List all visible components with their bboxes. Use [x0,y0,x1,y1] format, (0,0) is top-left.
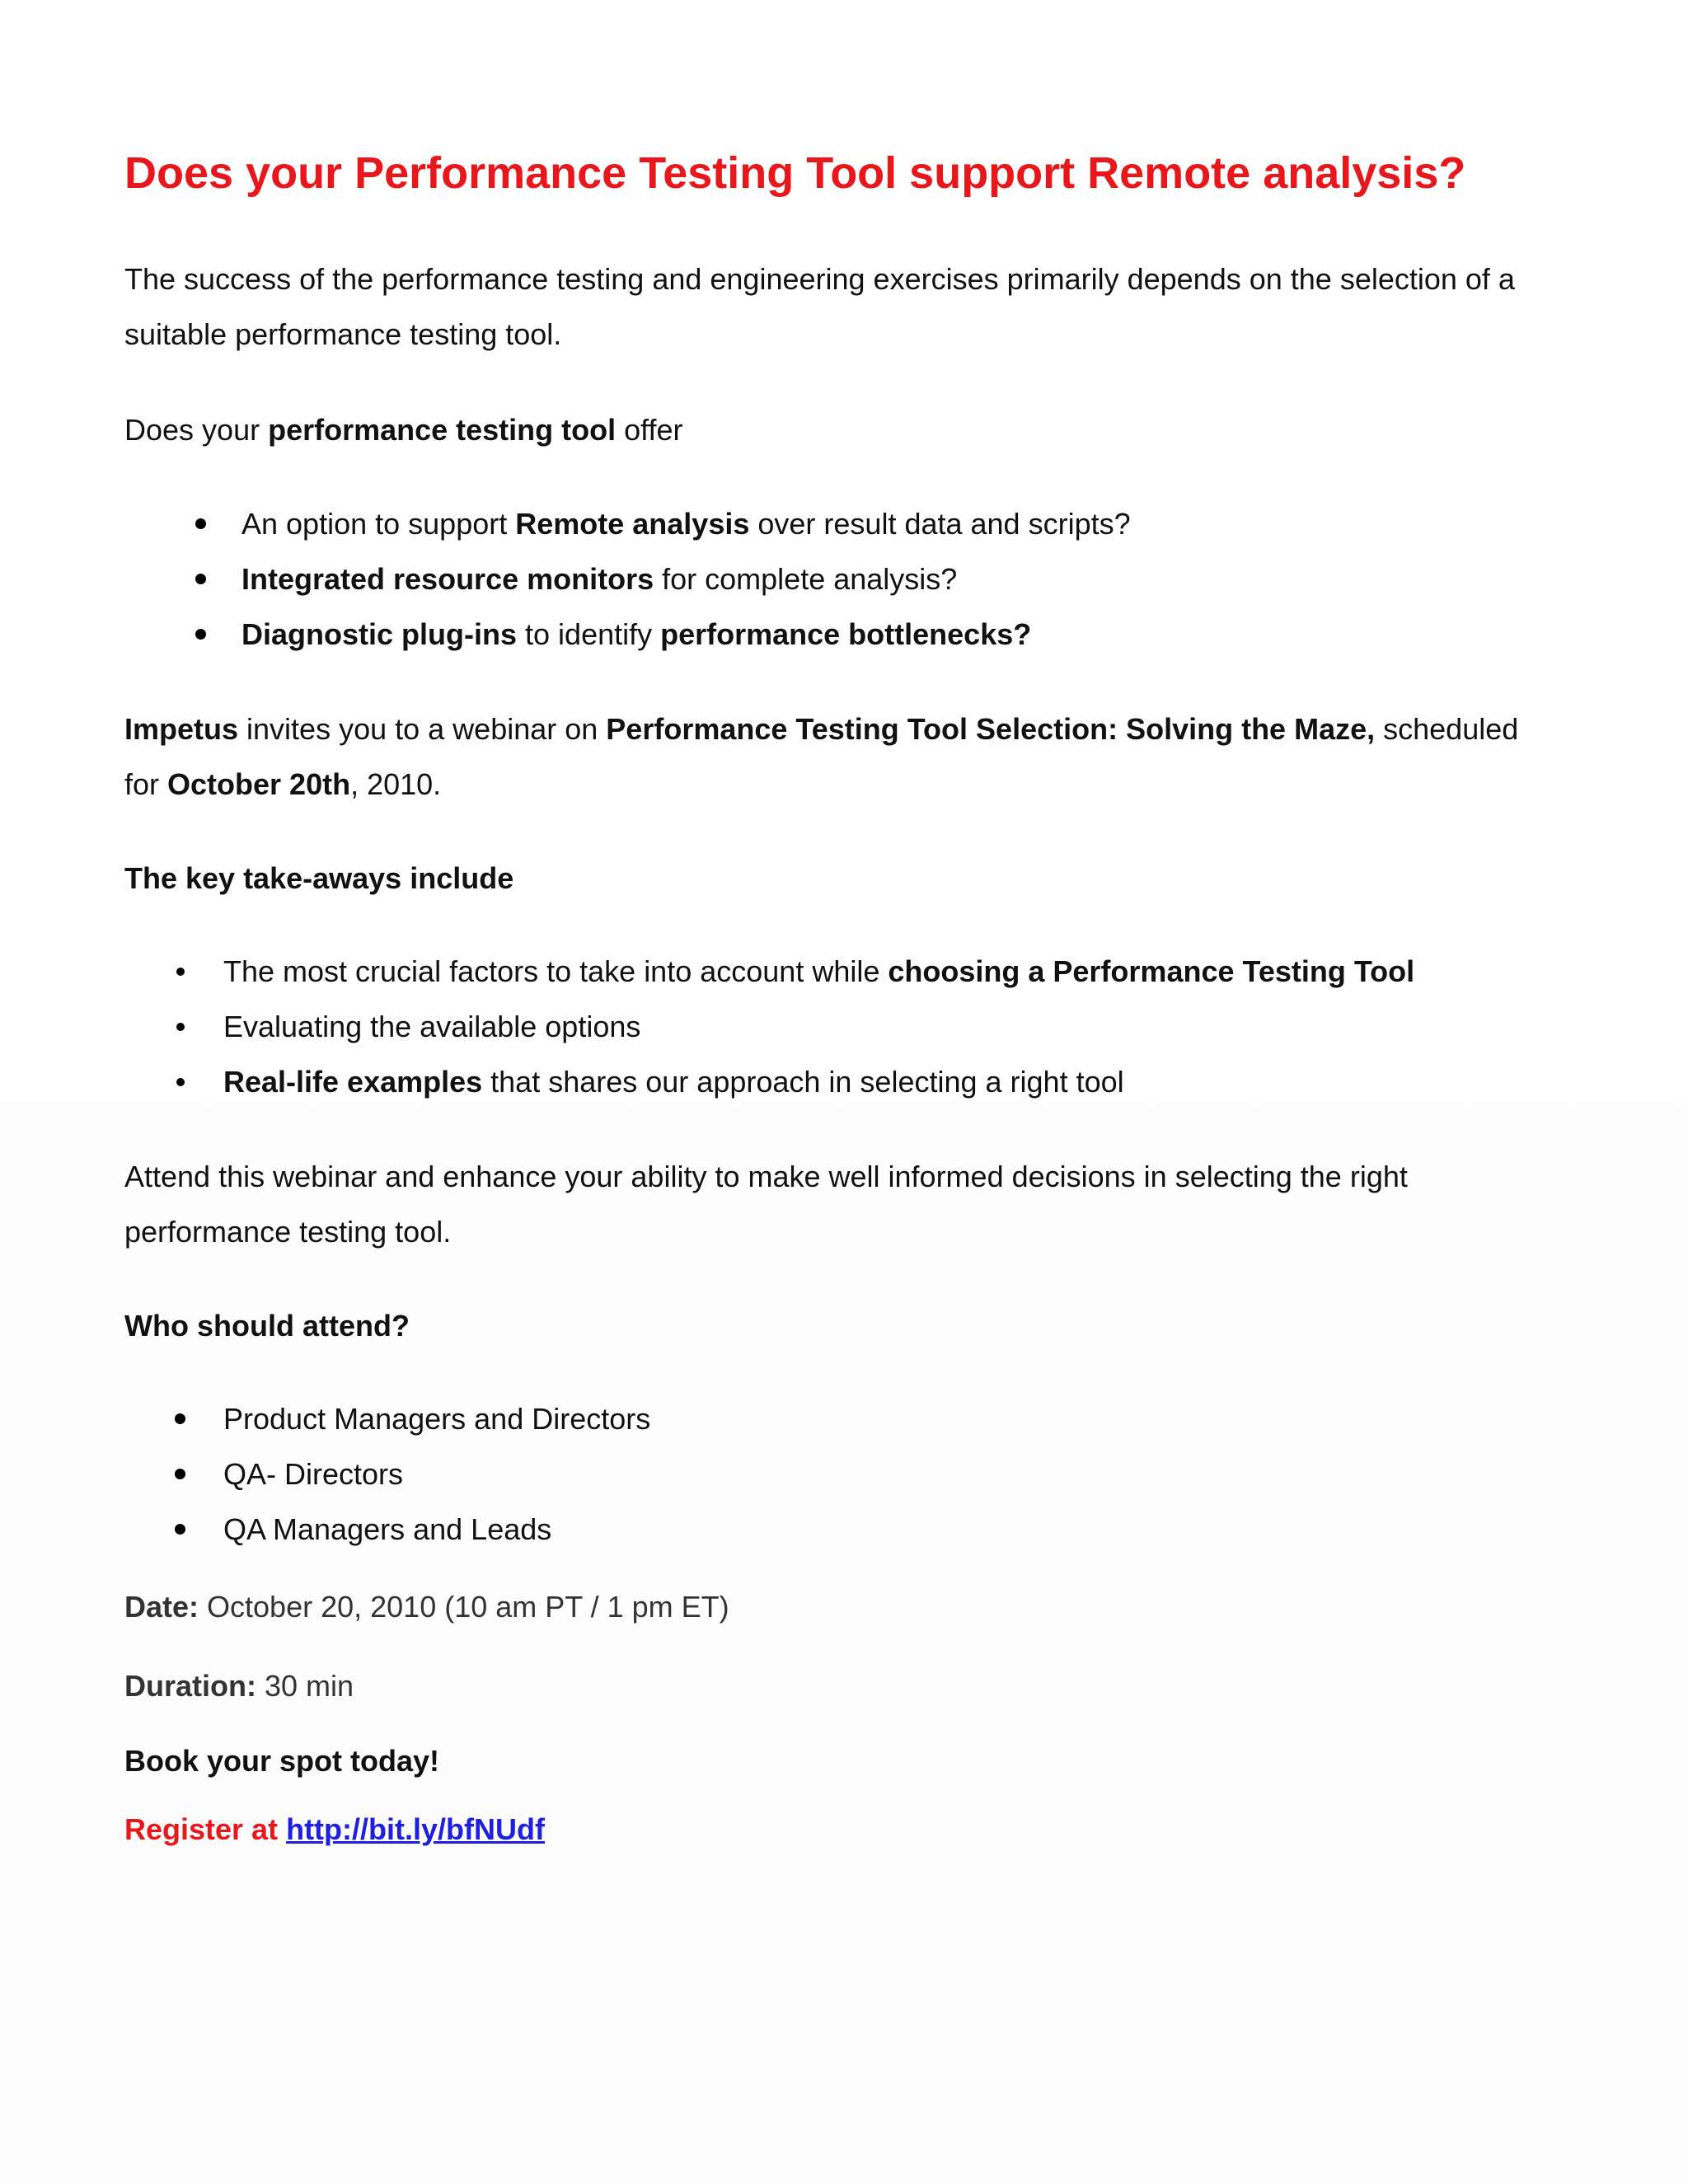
feature-post: to identify [517,617,661,651]
bullet-icon [175,1524,185,1535]
list-item [124,551,1131,607]
call-to-action: Book your spot today! [124,1744,440,1778]
bullet-icon [195,574,206,584]
list-item [124,1391,650,1446]
takeaway-pre: The most crucial factors to take into account while [223,954,889,988]
features-list [124,496,1131,662]
question-bold: performance testing tool [268,413,617,447]
bullet-icon [175,1413,185,1424]
audience-heading: Who should attend? [124,1309,410,1343]
list-item [124,999,1414,1054]
bullet-icon [195,518,206,529]
question-pre: Does your [124,413,269,447]
bullet-icon [176,1078,185,1086]
webinar-date: October 20th [167,767,351,801]
webinar-title: Performance Testing Tool Selection: Solving the Maze, [606,712,1376,746]
page-title: Does your Performance Testing Tool support Remote analysis? [124,148,1466,198]
intro-paragraph [124,251,1559,362]
takeaway-bold: Real-life examples [223,1065,483,1099]
audience-item: QA- Directors [223,1457,404,1491]
feature-post: over result data and scripts? [749,507,1131,541]
register-line [124,1805,545,1854]
intro-text: The success of the performance testing and engineering exercises primarily depends on the selection of a suitable performance testing tool. [124,262,1515,351]
register-link[interactable]: http://bit.ly/bfNUdf [286,1812,545,1846]
takeaway-pre: Evaluating the available options [223,1010,641,1043]
question-post: offer [616,413,683,447]
feature-post: for complete analysis? [654,562,958,596]
list-item [124,496,1131,551]
list-item [124,607,1131,662]
takeaways-heading: The key take-aways include [124,861,514,895]
feature-bold: Diagnostic plug-ins [241,617,518,651]
date-value: October 20, 2010 (10 am PT / 1 pm ET) [199,1590,729,1624]
register-label: Register at [124,1812,287,1846]
takeaway-bold: choosing a Performance Testing Tool [888,954,1415,988]
list-item [124,1446,650,1502]
takeaway-post: that shares our approach in selecting a right tool [482,1065,1124,1099]
company-name: Impetus [124,712,239,746]
feature-bold: Remote analysis [515,507,750,541]
bullet-icon [176,1023,185,1031]
attend-text: Attend this webinar and enhance your ability to make well informed decisions in selecting the right performance testing tool. [124,1160,1408,1249]
audience-item: QA Managers and Leads [223,1512,552,1546]
feature-pre: An option to support [241,507,516,541]
list-item [124,1054,1414,1109]
duration-line [124,1661,354,1711]
audience-item: Product Managers and Directors [223,1402,651,1436]
audience-list [124,1391,650,1557]
invite-text-3: , 2010. [350,767,442,801]
bullet-icon [195,629,206,640]
bullet-icon [175,1469,185,1479]
takeaways-list [124,944,1414,1109]
feature-bold: Integrated resource monitors [241,562,654,596]
duration-value: 30 min [256,1669,354,1703]
bullet-icon [176,968,185,976]
duration-label: Duration: [124,1669,256,1703]
list-item [124,1502,650,1557]
attend-paragraph [124,1149,1559,1259]
date-line [124,1582,729,1632]
invite-paragraph [124,701,1559,812]
invite-text-2: scheduled for [124,712,1519,801]
date-label: Date: [124,1590,199,1624]
invite-text-1: invites you to a webinar on [238,712,607,746]
question-paragraph [124,402,1559,457]
feature-bold-2: performance bottlenecks? [660,617,1032,651]
list-item [124,944,1414,999]
